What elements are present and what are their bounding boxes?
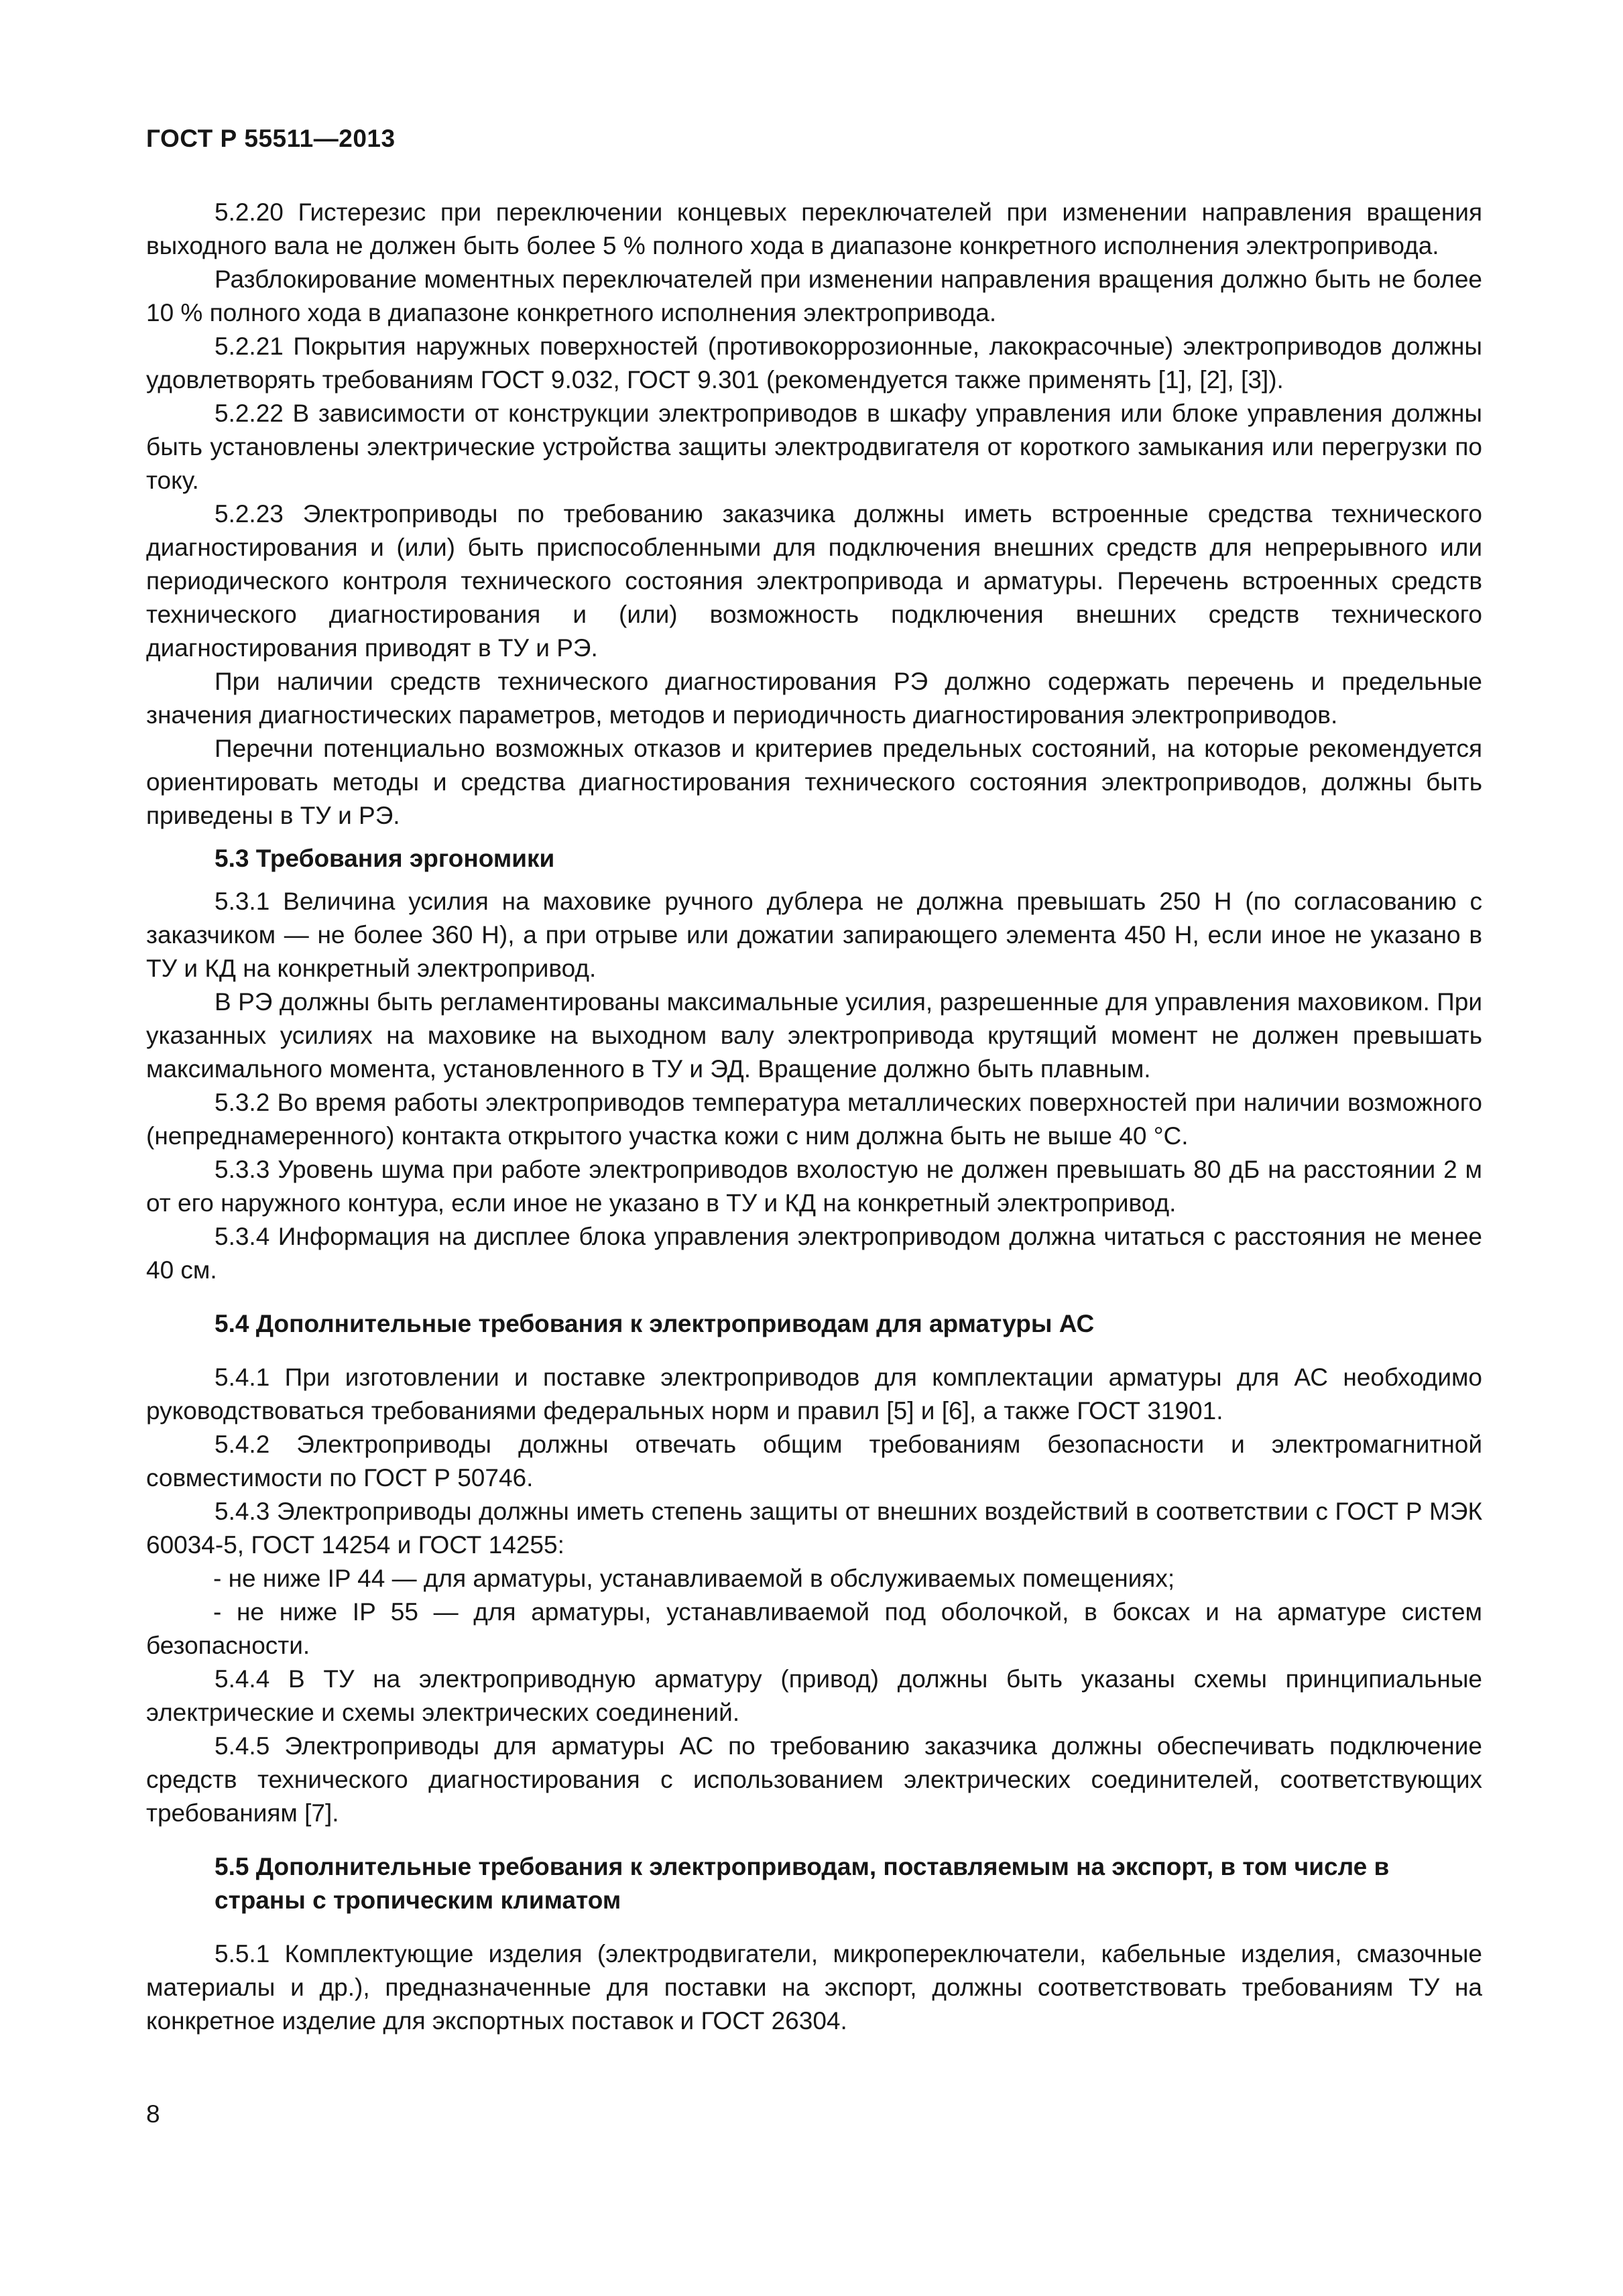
- paragraph-5-4-5: 5.4.5 Электроприводы для арматуры АС по требованию заказчика должны обеспечивать подключение средств технического диагностирования с использованием электрических соединителей, соответствующих требованиям [7].: [146, 1732, 1482, 1827]
- paragraph-5-2-22: 5.2.22 В зависимости от конструкции электроприводов в шкафу управления или блоке управления должны быть установлены электрические устройства защиты электродвигателя от короткого замыкания или перегрузки по току.: [146, 400, 1482, 494]
- paragraph-5-5-1: 5.5.1 Комплектующие изделия (электродвигатели, микропереключатели, кабельные изделия, смазочные материалы и др.), предназначенные для поставки на экспорт, должны соответствовать требованиям ТУ на конкретное изделие для экспортных поставок и ГОСТ 26304.: [146, 1940, 1482, 2035]
- paragraph-5-3-3: 5.3.3 Уровень шума при работе электроприводов вхолостую не должен превышать 80 дБ на расстоянии 2 м от его наружного контура, если иное не указано в ТУ и КД на конкретный электропривод.: [146, 1156, 1482, 1217]
- page-number: 8: [146, 2100, 160, 2128]
- paragraph-5-4-1: 5.4.1 При изготовлении и поставке электроприводов для комплектации арматуры для АС необходимо руководствоваться требованиями федеральных норм и правил [5] и [6], а также ГОСТ 31901.: [146, 1364, 1482, 1425]
- paragraph-5-3-1: 5.3.1 Величина усилия на маховике ручного дублера не должна превышать 250 Н (по согласованию с заказчиком — не более 360 Н), а при отрыве или дожатии запирающего элемента 450 Н, если иное не указано в ТУ и КД на конкретный электропривод.: [146, 888, 1482, 982]
- paragraph-5-4-4: 5.4.4 В ТУ на электроприводную арматуру (привод) должны быть указаны схемы принципиальные электрические и схемы электрических соединений.: [146, 1665, 1482, 1726]
- document-header-standard: ГОСТ Р 55511—2013: [146, 125, 396, 152]
- paragraph-diagnostics: При наличии средств технического диагностирования РЭ должно содержать перечень и предельные значения диагностических параметров, методов и периодичность диагностирования электроприводов.: [146, 668, 1482, 729]
- paragraph-5-4-3: 5.4.3 Электроприводы должны иметь степень защиты от внешних воздействий в соответствии с ГОСТ Р МЭК 60034-5, ГОСТ 14254 и ГОСТ 14255:: [146, 1498, 1482, 1559]
- section-heading-5-3: 5.3 Требования эргономики: [215, 845, 555, 872]
- paragraph-5-2-23: 5.2.23 Электроприводы по требованию заказчика должны иметь встроенные средства технического диагностирования и (или) быть приспособленными для подключения внешних средств для непрерывного или периодического контроля технического состояния электропривода и арматуры. Перечень встроенных средств технического диагностирования и (или) возможность подключения внешних средств технического диагностирования приводят в ТУ и РЭ.: [146, 500, 1482, 662]
- section-heading-5-5: 5.5 Дополнительные требования к электроприводам, поставляемым на экспорт, в том числе в страны с тропическим климатом: [215, 1853, 1390, 1914]
- paragraph-5-3-2: 5.3.2 Во время работы электроприводов температура металлических поверхностей при наличии возможного (непреднамеренного) контакта открытого участка кожи с ним должна быть не выше 40 °С.: [146, 1089, 1482, 1150]
- paragraph-handwheel-forces: В РЭ должны быть регламентированы максимальные усилия, разрешенные для управления маховиком. При указанных усилиях на маховике на выходном валу электропривода крутящий момент не должен превышать максимального момента, установленного в ТУ и ЭД. Вращение должно быть плавным.: [146, 988, 1482, 1083]
- list-item-ip55: - не ниже IP 55 — для арматуры, устанавливаемой под оболочкой, в боксах и на арматуре систем безопасности.: [146, 1598, 1482, 1659]
- list-item-ip44: - не ниже IP 44 — для арматуры, устанавливаемой в обслуживаемых помещениях;: [213, 1565, 1175, 1592]
- paragraph-5-4-2: 5.4.2 Электроприводы должны отвечать общим требованиям безопасности и электромагнитной совместимости по ГОСТ Р 50746.: [146, 1431, 1482, 1492]
- paragraph-5-3-4: 5.3.4 Информация на дисплее блока управления электроприводом должна читаться с расстояния не менее 40 см.: [146, 1223, 1482, 1284]
- section-heading-5-4: 5.4 Дополнительные требования к электроприводам для арматуры АС: [215, 1310, 1095, 1337]
- document-body: [146, 196, 1482, 2038]
- paragraph-failures-list: Перечни потенциально возможных отказов и критериев предельных состояний, на которые рекомендуется ориентировать методы и средства диагностирования технического состояния электроприводов, должны быть приведены в ТУ и РЭ.: [146, 735, 1482, 829]
- paragraph-5-2-21: 5.2.21 Покрытия наружных поверхностей (противокоррозионные, лакокрасочные) электроприводов должны удовлетворять требованиям ГОСТ 9.032, ГОСТ 9.301 (рекомендуется также применять [1], [2], [3]).: [146, 333, 1482, 394]
- paragraph-unlocking: Разблокирование моментных переключателей при изменении направления вращения должно быть не более 10 % полного хода в диапазоне конкретного исполнения электропривода.: [146, 265, 1482, 326]
- paragraph-5-2-20: 5.2.20 Гистерезис при переключении концевых переключателей при изменении направления вращения выходного вала не должен быть более 5 % полного хода в диапазоне конкретного исполнения электропривода.: [146, 198, 1482, 259]
